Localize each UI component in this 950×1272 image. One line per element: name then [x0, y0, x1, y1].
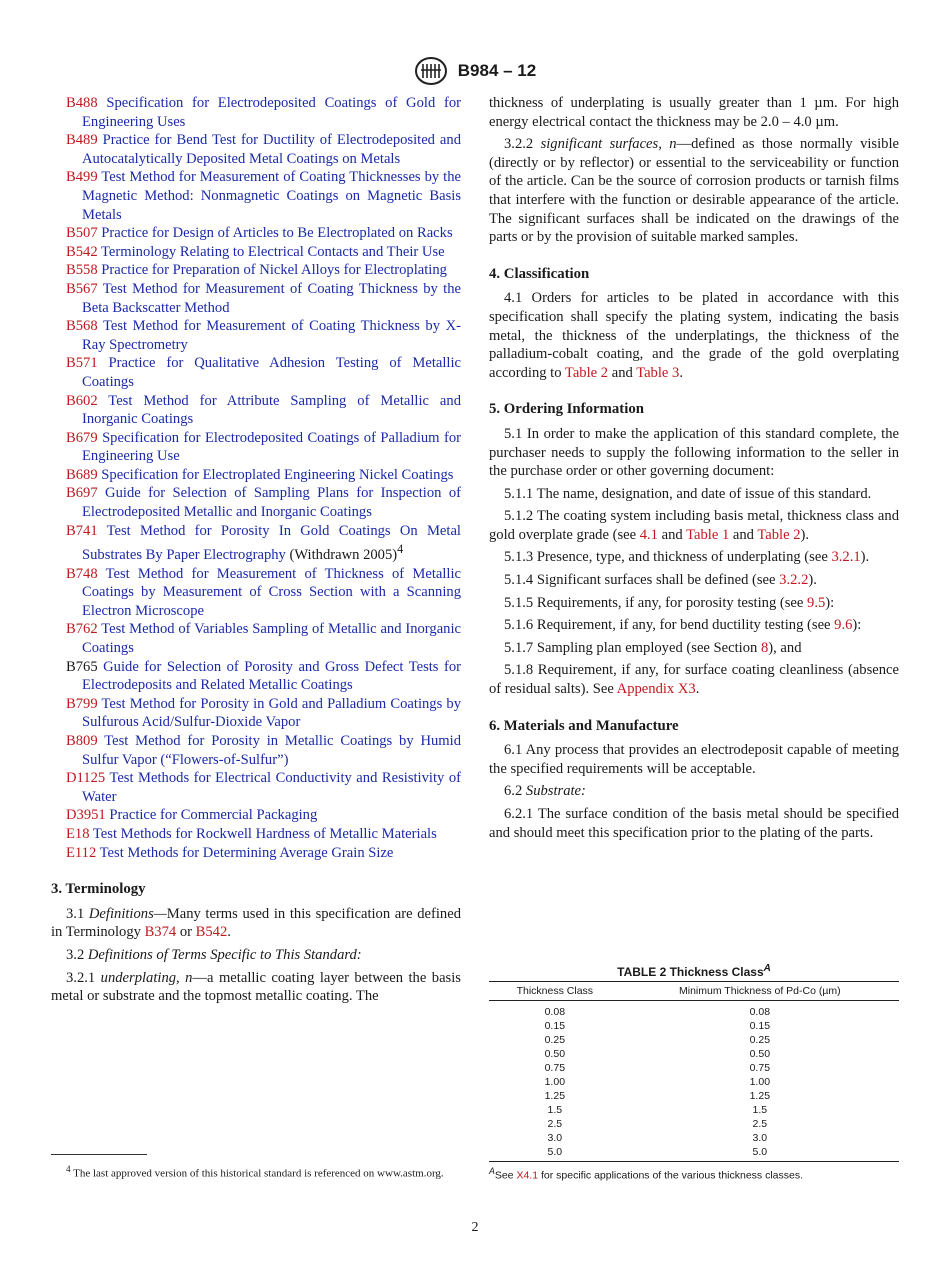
paragraph-5-1-2: 5.1.2 The coating system including basis metal, thickness class and gold overplate grade (see 4.1 and Table 1 and Table 2).	[489, 508, 899, 543]
reference-title-link[interactable]: Test Method for Porosity in Metallic Coatings by Humid Sulfur Vapor (“Flowers-of-Sulfur”)	[82, 733, 461, 768]
reference-item	[51, 844, 461, 863]
link-3-2-2[interactable]: 3.2.2	[779, 572, 809, 589]
reference-code-link[interactable]: B697	[66, 485, 98, 502]
reference-title-link[interactable]: Test Methods for Electrical Conductivity and Resistivity of Water	[82, 770, 461, 805]
table-bottom-rule	[489, 1161, 899, 1162]
reference-code-link[interactable]: E112	[66, 844, 97, 861]
table-cell: 0.15	[749, 1020, 771, 1032]
table-cell: 2.5	[547, 1118, 563, 1130]
table-cell: 0.08	[749, 1006, 771, 1018]
reference-code-link[interactable]: B602	[66, 392, 98, 409]
table-cell: 0.25	[749, 1034, 771, 1046]
paragraph-5-1-6: 5.1.6 Requirement, if any, for bend ductility testing (see 9.6):	[504, 617, 862, 634]
column-header-thickness-class: Thickness Class	[489, 982, 621, 1001]
reference-code-link[interactable]: B568	[66, 318, 98, 335]
link-appendix-x3[interactable]: Appendix X3	[616, 681, 696, 698]
link-table-2b[interactable]: Table 2	[757, 526, 801, 543]
table-cell: 2.5	[752, 1118, 768, 1130]
reference-item	[51, 168, 461, 224]
footnote: $^4$ The last approved version of this historical standard is referenced on www.astm.org.	[66, 1164, 444, 1180]
reference-title-link[interactable]: Practice for Design of Articles to Be Electroplated on Racks	[101, 225, 453, 242]
table-cell: 1.00	[749, 1076, 771, 1088]
reference-list	[51, 94, 461, 862]
link-table-1[interactable]: Table 1	[686, 526, 730, 543]
reference-code-link[interactable]: B799	[66, 695, 98, 712]
table-row	[489, 1001, 899, 1020]
section-heading-ordering: 5. Ordering Information	[489, 401, 644, 418]
reference-item	[51, 280, 461, 317]
table-cell: 1.00	[544, 1076, 566, 1088]
reference-item	[51, 825, 461, 844]
reference-title-link[interactable]: Specification for Electrodeposited Coatings of Palladium for Engineering Use	[82, 429, 461, 465]
reference-item	[51, 131, 461, 168]
reference-item	[51, 732, 461, 769]
reference-code-link[interactable]: B558	[66, 262, 98, 279]
link-b542[interactable]: B542	[195, 924, 228, 941]
reference-title-link[interactable]: Specification for Electrodeposited Coatings of Gold for Engineering Uses	[82, 95, 461, 130]
reference-item	[51, 466, 461, 485]
reference-code-link[interactable]: B499	[66, 169, 98, 186]
table-cell: 0.75	[544, 1062, 566, 1074]
reference-item	[51, 224, 461, 243]
reference-item	[51, 806, 461, 825]
reference-title-link[interactable]: Practice for Commercial Packaging	[109, 807, 318, 824]
reference-title-link[interactable]: Guide for Selection of Sampling Plans for Inspection of Electrodeposited Metallic and Inorganic Coatings	[82, 485, 461, 521]
paragraph-5-1-4: 5.1.4 Significant surfaces shall be defined (see 3.2.2).	[504, 572, 817, 589]
paragraph-6-2-1: 6.2.1 The surface condition of the basis metal should be specified and should meet this specification prior to the plating of the parts.	[489, 806, 899, 841]
reference-item	[51, 484, 461, 521]
table-cell: 3.0	[752, 1132, 768, 1144]
table-cell: 1.25	[749, 1090, 771, 1102]
paragraph-5-1-3: 5.1.3 Presence, type, and thickness of underplating (see 3.2.1).	[504, 549, 870, 566]
table-cell: 0.75	[749, 1062, 771, 1074]
table-cell: 3.0	[547, 1132, 563, 1144]
reference-code-link[interactable]: B488	[66, 95, 98, 111]
table-row	[489, 1117, 899, 1131]
paragraph-6-1: 6.1 Any process that provides an electrodeposit capable of meeting the specified requirements will be acceptable.	[489, 742, 899, 777]
paragraph-3-2-1: 3.2.1 underplating, n—a metallic coating layer between the basis metal or substrate and the topmost metallic coating. The	[51, 969, 461, 1005]
reference-title-link[interactable]: Test Method for Porosity In Gold Coatings On Metal Substrates By Paper Electrography	[82, 522, 461, 564]
table-2	[489, 963, 899, 1182]
page-number: 2	[471, 1220, 479, 1235]
table-cell: 0.15	[544, 1020, 566, 1032]
paragraph-5-1-8: 5.1.8 Requirement, if any, for surface coating cleanliness (absence of residual salts). See Appendix X3.	[489, 662, 899, 698]
table-cell: 0.50	[749, 1048, 771, 1060]
paragraph-6-2: 6.2 Substrate:	[504, 783, 586, 800]
table-row	[489, 1089, 899, 1103]
table-row	[489, 1019, 899, 1033]
reference-code-link: B765	[66, 658, 98, 675]
reference-code-link[interactable]: B542	[66, 243, 98, 260]
table-cell: 5.0	[547, 1146, 563, 1158]
section-heading-materials: 6. Materials and Manufacture	[489, 717, 679, 734]
reference-title-link[interactable]: Test Method for Attribute Sampling of Metallic and Inorganic Coatings	[82, 392, 461, 428]
reference-item	[51, 620, 461, 657]
reference-title-link[interactable]: Test Method for Measurement of Coating Thickness by the Beta Backscatter Method	[82, 280, 461, 316]
reference-code-link[interactable]: B762	[66, 621, 98, 638]
table-row	[489, 1033, 899, 1047]
section-heading-terminology: 3. Terminology	[51, 881, 146, 898]
reference-title-link[interactable]: Specification for Electroplated Engineering Nickel Coatings	[101, 466, 454, 483]
table-cell: 1.5	[752, 1104, 768, 1116]
reference-item	[51, 354, 461, 391]
paragraph-5-1-1: 5.1.1 The name, designation, and date of issue of this standard.	[504, 485, 872, 502]
link-x4-1[interactable]: X4.1	[516, 1169, 539, 1182]
section-heading-classification: 4. Classification	[489, 265, 590, 282]
reference-title-link[interactable]: Test Methods for Determining Average Grain Size	[99, 844, 394, 861]
table-row	[489, 1061, 899, 1075]
link-9-6[interactable]: 9.6	[834, 617, 853, 634]
reference-item	[51, 392, 461, 429]
table-row	[489, 1075, 899, 1089]
reference-title-link[interactable]: Practice for Qualitative Adhesion Testing of Metallic Coatings	[82, 355, 461, 390]
reference-title-link[interactable]: Terminology Relating to Electrical Contacts and Their Use	[101, 243, 445, 260]
footnote-divider	[51, 1154, 147, 1155]
paragraph-3-1: 3.1 Definitions—Many terms used in this specification are defined in Terminology B374 or B542.	[51, 905, 461, 941]
reference-item	[51, 317, 461, 354]
table-row	[489, 1047, 899, 1061]
table-cell: 1.25	[544, 1090, 566, 1102]
reference-code-link[interactable]: D3951	[66, 807, 106, 824]
table-row	[489, 1103, 899, 1117]
document-designation: B984 – 12	[457, 61, 537, 80]
reference-item	[51, 695, 461, 732]
right-column	[489, 94, 899, 846]
reference-title-link[interactable]: Test Method for Measurement of Coating Thickness by X-Ray Spectrometry	[82, 318, 461, 353]
reference-title-link[interactable]: Practice for Preparation of Nickel Alloys for Electroplating	[101, 262, 447, 279]
table-note: $^A$See X4.1 for specific applications of the various thickness classes.	[489, 1166, 804, 1182]
column-header-min-thickness: Minimum Thickness of Pd-Co (µm)	[621, 982, 899, 1001]
link-9-5[interactable]: 9.5	[807, 594, 826, 611]
left-column	[51, 94, 461, 1010]
reference-title-link[interactable]: Test Method for Measurement of Thickness of Metallic Coatings by Measurement of Cross Section with a Scanning Electron Microscope	[82, 565, 461, 619]
reference-title-link[interactable]: Test Method of Variables Sampling of Metallic and Inorganic Coatings	[82, 621, 461, 657]
reference-title-link[interactable]: Guide for Selection of Porosity and Gross Defect Tests for Electrodeposits and Related Metallic Coatings	[82, 658, 462, 694]
reference-code-link[interactable]: B567	[66, 280, 98, 297]
table-row	[489, 1131, 899, 1145]
reference-code-link[interactable]: B748	[66, 565, 98, 582]
reference-item	[51, 429, 461, 466]
table-title: TABLE 2 Thickness Class$^A$	[617, 963, 771, 979]
reference-code-link[interactable]: B679	[66, 429, 98, 446]
thickness-class-table	[489, 981, 899, 1161]
reference-code-link[interactable]: B507	[66, 225, 98, 242]
paragraph-4-1: 4.1 Orders for articles to be plated in accordance with this specification shall specify the plating system, indicating the basis metal, the thickness of the underplatings, the thickness of the palladium-cobalt coating, and the grade of the gold overplating according to Table 2 and Table 3.	[489, 290, 899, 381]
reference-item	[51, 522, 461, 565]
link-4-1[interactable]: 4.1	[639, 526, 658, 543]
reference-title-link[interactable]: Test Method for Porosity in Gold and Palladium Coatings by Sulfurous Acid/Sulfur-Dioxide Vapor	[82, 695, 461, 731]
reference-item	[51, 261, 461, 280]
reference-suffix: (Withdrawn 2005)	[285, 547, 398, 564]
reference-item	[51, 243, 461, 262]
paragraph-3-2-2: 3.2.2 significant surfaces, n—defined as those normally visible (directly or by reflector) or essential to the serviceability or function of the article. Can be the source of corrosion products or tarnish films that interfere with the function or desirable appearance of the article. The significant surfaces shall be indicated on the drawings of the parts or by the provision of suitable marked samples.	[489, 136, 899, 246]
reference-title-link[interactable]: Test Methods for Rockwell Hardness of Metallic Materials	[92, 826, 437, 843]
table-cell: 0.50	[544, 1048, 566, 1060]
link-section-8[interactable]: 8	[760, 639, 769, 656]
paragraph-3-2: 3.2 Definitions of Terms Specific to This Standard:	[66, 946, 362, 963]
astm-logo-icon	[414, 56, 448, 86]
table-cell: 1.5	[547, 1104, 563, 1116]
reference-title-link[interactable]: Test Method for Measurement of Coating Thicknesses by the Magnetic Method: Nonmagnetic Coatings on Magnetic Basis Metals	[82, 169, 461, 223]
reference-code-link[interactable]: B809	[66, 733, 98, 750]
reference-code-link[interactable]: B489	[66, 132, 98, 149]
reference-code-link[interactable]: B689	[66, 466, 98, 483]
paragraph-3-2-1-continued: thickness of underplating is usually greater than 1 µm. For high energy electrical contact the thickness may be 2.0 – 4.0 µm.	[489, 95, 899, 130]
reference-code-link[interactable]: B571	[66, 355, 98, 372]
table-cell: 5.0	[752, 1146, 768, 1158]
reference-code-link[interactable]: B741	[66, 522, 98, 539]
paragraph-5-1: 5.1 In order to make the application of this standard complete, the purchaser needs to supply the following information to the seller in the purchase order or other governing document:	[489, 425, 899, 480]
table-row	[489, 1145, 899, 1161]
link-b374[interactable]: B374	[144, 924, 177, 941]
footnote-marker: 4	[397, 542, 404, 557]
reference-item	[51, 565, 461, 621]
reference-code-link[interactable]: D1125	[66, 770, 106, 787]
reference-code-link[interactable]: E18	[66, 826, 90, 843]
reference-item	[51, 769, 461, 806]
table-cell: 0.08	[544, 1006, 566, 1018]
link-3-2-1[interactable]: 3.2.1	[831, 549, 861, 566]
link-table-2[interactable]: Table 2	[564, 364, 609, 381]
paragraph-5-1-7: 5.1.7 Sampling plan employed (see Section 8), and	[504, 639, 802, 656]
reference-item	[51, 658, 461, 695]
table-cell: 0.25	[544, 1034, 566, 1046]
paragraph-5-1-5: 5.1.5 Requirements, if any, for porosity testing (see 9.5):	[504, 594, 835, 611]
reference-item	[51, 94, 461, 131]
reference-title-link[interactable]: Practice for Bend Test for Ductility of Electrodeposited and Autocatalytically Deposited Metal Coatings on Metals	[82, 132, 461, 167]
link-table-3[interactable]: Table 3	[636, 364, 680, 381]
page-header	[0, 56, 950, 86]
